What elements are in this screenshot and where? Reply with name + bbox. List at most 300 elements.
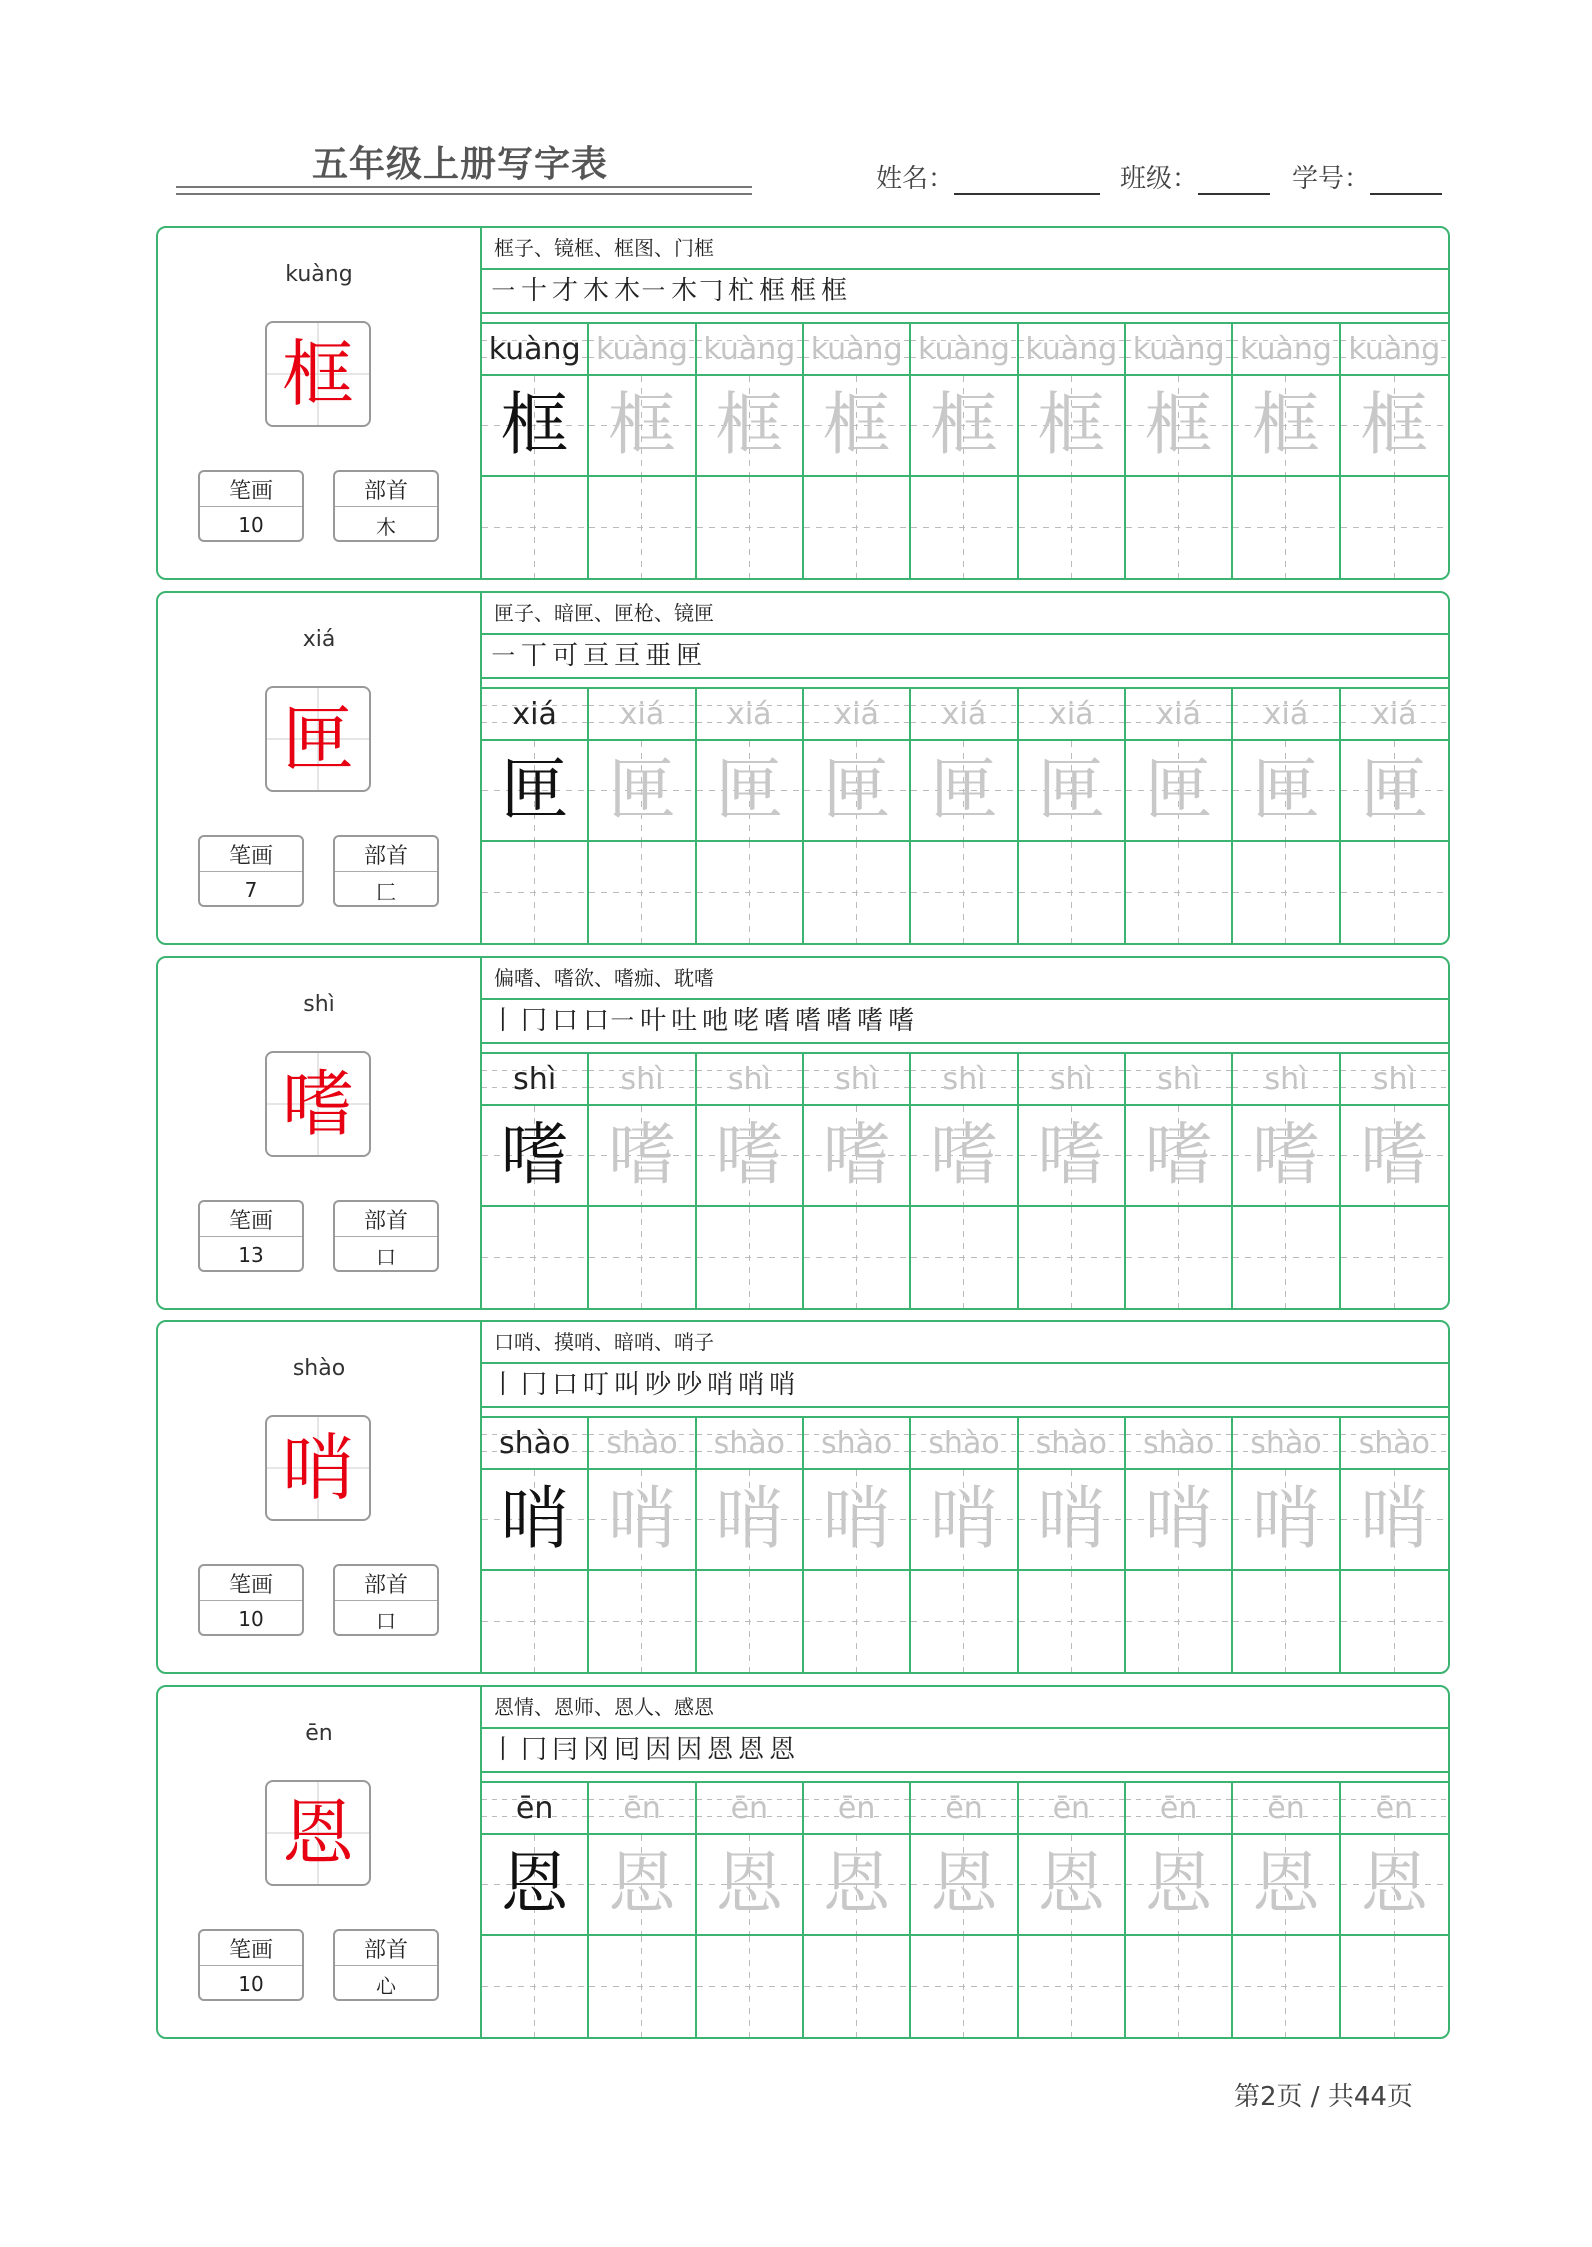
empty-practice-cell[interactable]	[589, 1571, 696, 1672]
empty-practice-cell[interactable]	[482, 1936, 589, 2037]
trace-character: 嗜	[500, 1115, 569, 1195]
empty-practice-cell[interactable]	[1019, 1571, 1126, 1672]
trace-character: 框	[1251, 385, 1320, 465]
stroke-count-value: 10	[238, 513, 264, 537]
radical-value: 口	[376, 1244, 396, 1269]
character-card	[156, 1320, 1450, 1674]
character-cell[interactable]	[589, 376, 696, 477]
stroke-step: 吔	[702, 1006, 729, 1036]
spacer-row	[482, 1773, 1448, 1783]
empty-practice-cell[interactable]	[1019, 1207, 1126, 1308]
stroke-count-value: 10	[238, 1972, 264, 1996]
empty-practice-cell[interactable]	[1341, 1571, 1448, 1672]
character-cell[interactable]	[1233, 741, 1340, 842]
empty-practice-cell[interactable]	[697, 1207, 804, 1308]
pinyin-cell[interactable]: ēn	[1126, 1783, 1233, 1835]
trace-character: 匣	[929, 750, 998, 830]
empty-practice-cell[interactable]	[1019, 477, 1126, 578]
model-character-box	[265, 1051, 371, 1157]
character-card	[156, 591, 1450, 945]
stroke-step: 木㇐	[614, 276, 667, 306]
character-cell[interactable]	[697, 1835, 804, 1936]
trace-character: 恩	[929, 1844, 998, 1924]
stroke-order	[482, 1729, 1448, 1773]
pinyin-cell[interactable]: ēn	[697, 1783, 804, 1835]
pinyin-cell[interactable]: kuàng	[1233, 324, 1340, 376]
stroke-count-box	[198, 470, 304, 542]
character-cell[interactable]	[1019, 1470, 1126, 1571]
example-words: 恩情、恩师、恩人、感恩	[482, 1687, 1448, 1729]
stroke-step: 匣	[676, 641, 703, 671]
character-cell[interactable]	[589, 741, 696, 842]
empty-practice-cell[interactable]	[1126, 1571, 1233, 1672]
character-card	[156, 1685, 1450, 2039]
radical-box	[333, 1564, 439, 1636]
empty-practice-cell[interactable]	[697, 1936, 804, 2037]
trace-character: 匣	[607, 750, 676, 830]
character-cell[interactable]	[482, 376, 589, 477]
trace-character: 框	[929, 385, 998, 465]
trace-character: 匣	[822, 750, 891, 830]
page-title: 五年级上册写字表	[312, 144, 609, 185]
pinyin-cell[interactable]: kuàng	[482, 324, 589, 376]
character-cell[interactable]	[911, 1470, 1018, 1571]
character-cell[interactable]	[1126, 1835, 1233, 1936]
stroke-step: 吵	[676, 1370, 703, 1400]
practice-area	[482, 593, 1448, 943]
stroke-step: 因	[676, 1735, 703, 1765]
title-underline-top	[176, 186, 752, 188]
empty-practice-cell[interactable]	[1341, 1207, 1448, 1308]
stroke-step: 哨	[707, 1370, 734, 1400]
pinyin-cell[interactable]: shào	[482, 1418, 589, 1470]
practice-area	[482, 228, 1448, 578]
trace-character: 哨	[607, 1479, 676, 1559]
name-blank[interactable]	[954, 169, 1100, 195]
character-cell[interactable]	[1019, 741, 1126, 842]
empty-practice-cell[interactable]	[1341, 842, 1448, 943]
character-cell[interactable]	[804, 1470, 911, 1571]
model-character: 框	[281, 332, 354, 416]
character-cell[interactable]	[697, 741, 804, 842]
character-cell[interactable]	[697, 1470, 804, 1571]
stroke-step: 嗜	[857, 1006, 884, 1036]
stroke-step: 木𠃌	[671, 276, 724, 306]
stroke-step: 亜	[645, 641, 672, 671]
pinyin-cell[interactable]: xiá	[1126, 689, 1233, 741]
stroke-step: 可	[552, 641, 579, 671]
pinyin-cell[interactable]: ēn	[1341, 1783, 1448, 1835]
empty-practice-cell[interactable]	[1019, 842, 1126, 943]
character-cell[interactable]	[1126, 1470, 1233, 1571]
empty-practice-cell[interactable]	[1341, 1936, 1448, 2037]
character-cell[interactable]	[1233, 376, 1340, 477]
number-blank[interactable]	[1370, 169, 1442, 195]
stroke-step: 口	[552, 1370, 579, 1400]
practice-grid	[482, 1418, 1448, 1672]
radical-box	[333, 1929, 439, 2001]
pinyin-cell[interactable]: xiá	[1019, 689, 1126, 741]
stroke-count-label: 笔画	[200, 1202, 302, 1237]
stroke-step: 丅	[521, 641, 548, 671]
character-cell[interactable]	[1341, 741, 1448, 842]
pinyin-cell[interactable]: shào	[1126, 1418, 1233, 1470]
stroke-step: 杧	[728, 276, 755, 306]
trace-character: 框	[715, 385, 784, 465]
stroke-step: 哨	[769, 1370, 796, 1400]
model-character-box	[265, 686, 371, 792]
pinyin-cell[interactable]: shì	[482, 1054, 589, 1106]
pinyin-cell[interactable]: kuàng	[1341, 324, 1448, 376]
stroke-step: 口	[552, 1006, 579, 1036]
radical-label: 部首	[335, 1931, 437, 1966]
pinyin-cell[interactable]: shào	[589, 1418, 696, 1470]
number-field[interactable]	[1292, 158, 1442, 195]
pinyin-cell[interactable]: ēn	[1019, 1783, 1126, 1835]
pinyin-cell[interactable]: ēn	[589, 1783, 696, 1835]
empty-practice-cell[interactable]	[911, 1207, 1018, 1308]
pinyin-cell[interactable]: shì	[589, 1054, 696, 1106]
spacer-row	[482, 314, 1448, 324]
pinyin-cell[interactable]: kuàng	[697, 324, 804, 376]
character-cell[interactable]	[1019, 1835, 1126, 1936]
pinyin-cell[interactable]: kuàng	[804, 324, 911, 376]
pinyin-cell[interactable]: shào	[911, 1418, 1018, 1470]
character-cell[interactable]	[482, 1470, 589, 1571]
empty-practice-cell[interactable]	[482, 477, 589, 578]
stroke-step: 叮	[583, 1370, 610, 1400]
character-cell[interactable]	[1126, 1106, 1233, 1207]
example-words: 口哨、摸哨、暗哨、哨子	[482, 1322, 1448, 1364]
model-character: 匣	[281, 697, 354, 781]
pinyin-cell[interactable]: kuàng	[1019, 324, 1126, 376]
stroke-order	[482, 1364, 1448, 1408]
trace-character: 匣	[500, 750, 569, 830]
empty-practice-cell[interactable]	[1233, 1936, 1340, 2037]
name-field[interactable]	[876, 158, 1100, 195]
trace-character: 哨	[1251, 1479, 1320, 1559]
trace-character: 哨	[715, 1479, 784, 1559]
trace-character: 恩	[1037, 1844, 1106, 1924]
empty-practice-cell[interactable]	[804, 1207, 911, 1308]
pinyin-cell[interactable]: kuàng	[589, 324, 696, 376]
stroke-count-box	[198, 1564, 304, 1636]
pinyin-cell[interactable]: shì	[697, 1054, 804, 1106]
pinyin-cell[interactable]: ēn	[911, 1783, 1018, 1835]
character-cell[interactable]	[1341, 376, 1448, 477]
trace-character: 恩	[1360, 1844, 1429, 1924]
stroke-order	[482, 1000, 1448, 1044]
empty-practice-cell[interactable]	[589, 1936, 696, 2037]
trace-character: 恩	[715, 1844, 784, 1924]
character-cell[interactable]	[1019, 376, 1126, 477]
trace-character: 哨	[1144, 1479, 1213, 1559]
pinyin-cell[interactable]: xiá	[1233, 689, 1340, 741]
stroke-step: 吵	[645, 1370, 672, 1400]
stroke-count-label: 笔画	[200, 1931, 302, 1966]
character-cell[interactable]	[482, 1835, 589, 1936]
empty-practice-cell[interactable]	[1233, 477, 1340, 578]
character-cell[interactable]	[911, 376, 1018, 477]
empty-practice-cell[interactable]	[1126, 477, 1233, 578]
empty-practice-cell[interactable]	[1233, 1207, 1340, 1308]
stroke-step: 因	[645, 1735, 672, 1765]
character-cell[interactable]	[1019, 1106, 1126, 1207]
trace-character: 匣	[715, 750, 784, 830]
spacer-row	[482, 1044, 1448, 1054]
practice-area	[482, 958, 1448, 1308]
stroke-count-value: 10	[238, 1607, 264, 1631]
stroke-count-label: 笔画	[200, 837, 302, 872]
character-cell[interactable]	[1233, 1106, 1340, 1207]
character-cell[interactable]	[911, 1835, 1018, 1936]
character-cell[interactable]	[589, 1106, 696, 1207]
practice-area	[482, 1687, 1448, 2037]
empty-practice-cell[interactable]	[1126, 1207, 1233, 1308]
trace-character: 哨	[1360, 1479, 1429, 1559]
name-label: 姓名：	[876, 164, 955, 194]
empty-practice-cell[interactable]	[911, 477, 1018, 578]
character-cell[interactable]	[1126, 376, 1233, 477]
stroke-step: 冈	[583, 1735, 610, 1765]
character-cell[interactable]	[482, 741, 589, 842]
trace-character: 框	[500, 385, 569, 465]
practice-area	[482, 1322, 1448, 1672]
empty-practice-cell[interactable]	[589, 477, 696, 578]
class-field[interactable]	[1120, 158, 1270, 195]
stroke-step: 丨	[490, 1735, 517, 1765]
pinyin-cell[interactable]: shào	[1341, 1418, 1448, 1470]
empty-practice-cell[interactable]	[482, 1207, 589, 1308]
stroke-step: 框	[790, 276, 817, 306]
stroke-step: ㇐	[490, 276, 517, 306]
pinyin-cell[interactable]: shào	[697, 1418, 804, 1470]
trace-character: 恩	[500, 1844, 569, 1924]
stroke-step: 恩	[738, 1735, 765, 1765]
character-cell[interactable]	[1233, 1470, 1340, 1571]
example-words: 偏嗜、嗜欲、嗜痂、耽嗜	[482, 958, 1448, 1000]
pinyin-cell[interactable]: ēn	[804, 1783, 911, 1835]
stroke-step: 亘	[614, 641, 641, 671]
trace-character: 恩	[607, 1844, 676, 1924]
radical-label: 部首	[335, 1566, 437, 1601]
stroke-step: 冃	[552, 1735, 579, 1765]
stroke-count-label: 笔画	[200, 1566, 302, 1601]
stroke-order	[482, 270, 1448, 314]
pinyin-cell[interactable]: shì	[1019, 1054, 1126, 1106]
practice-grid	[482, 1054, 1448, 1308]
trace-character: 恩	[822, 1844, 891, 1924]
character-summary	[158, 958, 482, 1308]
stroke-step: 亘	[583, 641, 610, 671]
character-cell[interactable]	[697, 376, 804, 477]
stroke-step: 恩	[707, 1735, 734, 1765]
character-cell[interactable]	[697, 1106, 804, 1207]
stroke-step: 嗜	[764, 1006, 791, 1036]
radical-label: 部首	[335, 837, 437, 872]
character-summary	[158, 593, 482, 943]
trace-character: 嗜	[607, 1115, 676, 1195]
character-cell[interactable]	[1341, 1835, 1448, 1936]
trace-character: 框	[1037, 385, 1106, 465]
trace-character: 嗜	[1360, 1115, 1429, 1195]
pinyin-cell[interactable]: kuàng	[911, 324, 1018, 376]
pinyin-cell[interactable]: xiá	[911, 689, 1018, 741]
radical-box	[333, 470, 439, 542]
trace-character: 匣	[1251, 750, 1320, 830]
stroke-step: 冂	[521, 1735, 548, 1765]
stroke-step: 才	[552, 276, 579, 306]
title-underline-bottom	[176, 193, 752, 195]
character-card	[156, 956, 1450, 1310]
trace-character: 嗜	[1144, 1115, 1213, 1195]
empty-practice-cell[interactable]	[482, 842, 589, 943]
trace-character: 框	[1144, 385, 1213, 465]
character-cell[interactable]	[1126, 741, 1233, 842]
pinyin-cell[interactable]: ēn	[1233, 1783, 1340, 1835]
stroke-step: 框	[821, 276, 848, 306]
pinyin-cell[interactable]: xiá	[589, 689, 696, 741]
example-words: 匣子、暗匣、匣枪、镜匣	[482, 593, 1448, 635]
pinyin-cell[interactable]: shào	[804, 1418, 911, 1470]
model-character-box	[265, 321, 371, 427]
empty-practice-cell[interactable]	[1233, 1571, 1340, 1672]
pinyin-cell[interactable]: ēn	[482, 1783, 589, 1835]
empty-practice-cell[interactable]	[911, 842, 1018, 943]
stroke-step: 咾	[733, 1006, 760, 1036]
character-cell[interactable]	[1341, 1106, 1448, 1207]
radical-value: 匚	[376, 879, 396, 904]
character-cell[interactable]	[911, 741, 1018, 842]
empty-practice-cell[interactable]	[589, 842, 696, 943]
empty-practice-cell[interactable]	[804, 477, 911, 578]
stroke-step: 囘	[614, 1735, 641, 1765]
stroke-step: 十	[521, 276, 548, 306]
summary-pinyin: ēn	[305, 1721, 333, 1746]
trace-character: 恩	[1251, 1844, 1320, 1924]
stroke-step: 木	[583, 276, 610, 306]
stroke-step: 框	[759, 276, 786, 306]
practice-grid	[482, 689, 1448, 943]
pinyin-cell[interactable]: xiá	[1341, 689, 1448, 741]
practice-grid	[482, 324, 1448, 578]
empty-practice-cell[interactable]	[1019, 1936, 1126, 2037]
trace-character: 嗜	[1037, 1115, 1106, 1195]
character-cell[interactable]	[804, 741, 911, 842]
character-cell[interactable]	[589, 1835, 696, 1936]
pinyin-cell[interactable]: xiá	[697, 689, 804, 741]
trace-character: 框	[822, 385, 891, 465]
trace-character: 匣	[1037, 750, 1106, 830]
trace-character: 哨	[500, 1479, 569, 1559]
model-character-box	[265, 1780, 371, 1886]
stroke-count-value: 7	[244, 878, 258, 902]
practice-grid	[482, 1783, 1448, 2037]
summary-pinyin: kuàng	[285, 262, 353, 287]
empty-practice-cell[interactable]	[1233, 842, 1340, 943]
model-character: 嗜	[281, 1062, 354, 1146]
pinyin-cell[interactable]: shì	[911, 1054, 1018, 1106]
trace-character: 框	[1360, 385, 1429, 465]
empty-practice-cell[interactable]	[697, 1571, 804, 1672]
radical-box	[333, 1200, 439, 1272]
stroke-count-label: 笔画	[200, 472, 302, 507]
empty-practice-cell[interactable]	[697, 842, 804, 943]
character-summary	[158, 228, 482, 578]
class-blank[interactable]	[1198, 169, 1270, 195]
stroke-step: 冂	[521, 1370, 548, 1400]
trace-character: 哨	[1037, 1479, 1106, 1559]
page-number: 第2页 / 共44页	[1234, 2082, 1413, 2112]
radical-value: 木	[376, 514, 396, 539]
pinyin-cell[interactable]: shì	[804, 1054, 911, 1106]
stroke-step: 丨	[490, 1006, 517, 1036]
stroke-step: 哨	[738, 1370, 765, 1400]
pinyin-cell[interactable]: xiá	[804, 689, 911, 741]
stroke-order	[482, 635, 1448, 679]
pinyin-cell[interactable]: shì	[1341, 1054, 1448, 1106]
character-cell[interactable]	[804, 1106, 911, 1207]
character-summary	[158, 1687, 482, 2037]
empty-practice-cell[interactable]	[911, 1571, 1018, 1672]
stroke-step: 嗜	[888, 1006, 915, 1036]
empty-practice-cell[interactable]	[804, 842, 911, 943]
character-summary	[158, 1322, 482, 1672]
character-cell[interactable]	[482, 1106, 589, 1207]
empty-practice-cell[interactable]	[482, 1571, 589, 1672]
stroke-count-box	[198, 1200, 304, 1272]
pinyin-cell[interactable]: shào	[1019, 1418, 1126, 1470]
pinyin-cell[interactable]: kuàng	[1126, 324, 1233, 376]
stroke-step: 叶	[640, 1006, 667, 1036]
trace-character: 匣	[1144, 750, 1213, 830]
stroke-step: 冂	[521, 1006, 548, 1036]
trace-character: 匣	[1360, 750, 1429, 830]
empty-practice-cell[interactable]	[589, 1207, 696, 1308]
model-character: 恩	[281, 1791, 354, 1875]
pinyin-cell[interactable]: xiá	[482, 689, 589, 741]
pinyin-cell[interactable]: shào	[1233, 1418, 1340, 1470]
empty-practice-cell[interactable]	[1341, 477, 1448, 578]
trace-character: 哨	[929, 1479, 998, 1559]
trace-character: 框	[607, 385, 676, 465]
character-cell[interactable]	[1233, 1835, 1340, 1936]
pinyin-cell[interactable]: shì	[1126, 1054, 1233, 1106]
pinyin-cell[interactable]: shì	[1233, 1054, 1340, 1106]
empty-practice-cell[interactable]	[911, 1936, 1018, 2037]
trace-character: 哨	[822, 1479, 891, 1559]
empty-practice-cell[interactable]	[697, 477, 804, 578]
stroke-count-value: 13	[238, 1243, 264, 1267]
character-cell[interactable]	[1341, 1470, 1448, 1571]
stroke-count-box	[198, 1929, 304, 2001]
character-cell[interactable]	[804, 376, 911, 477]
summary-pinyin: xiá	[302, 627, 336, 652]
number-label: 学号：	[1292, 164, 1371, 194]
example-words: 框子、镜框、框图、门框	[482, 228, 1448, 270]
character-cell[interactable]	[589, 1470, 696, 1571]
stroke-step: 口㇐	[583, 1006, 636, 1036]
empty-practice-cell[interactable]	[804, 1571, 911, 1672]
empty-practice-cell[interactable]	[804, 1936, 911, 2037]
empty-practice-cell[interactable]	[1126, 842, 1233, 943]
character-cell[interactable]	[804, 1835, 911, 1936]
radical-value: 心	[376, 1973, 396, 1998]
empty-practice-cell[interactable]	[1126, 1936, 1233, 2037]
radical-value: 口	[376, 1608, 396, 1633]
radical-label: 部首	[335, 1202, 437, 1237]
character-cell[interactable]	[911, 1106, 1018, 1207]
